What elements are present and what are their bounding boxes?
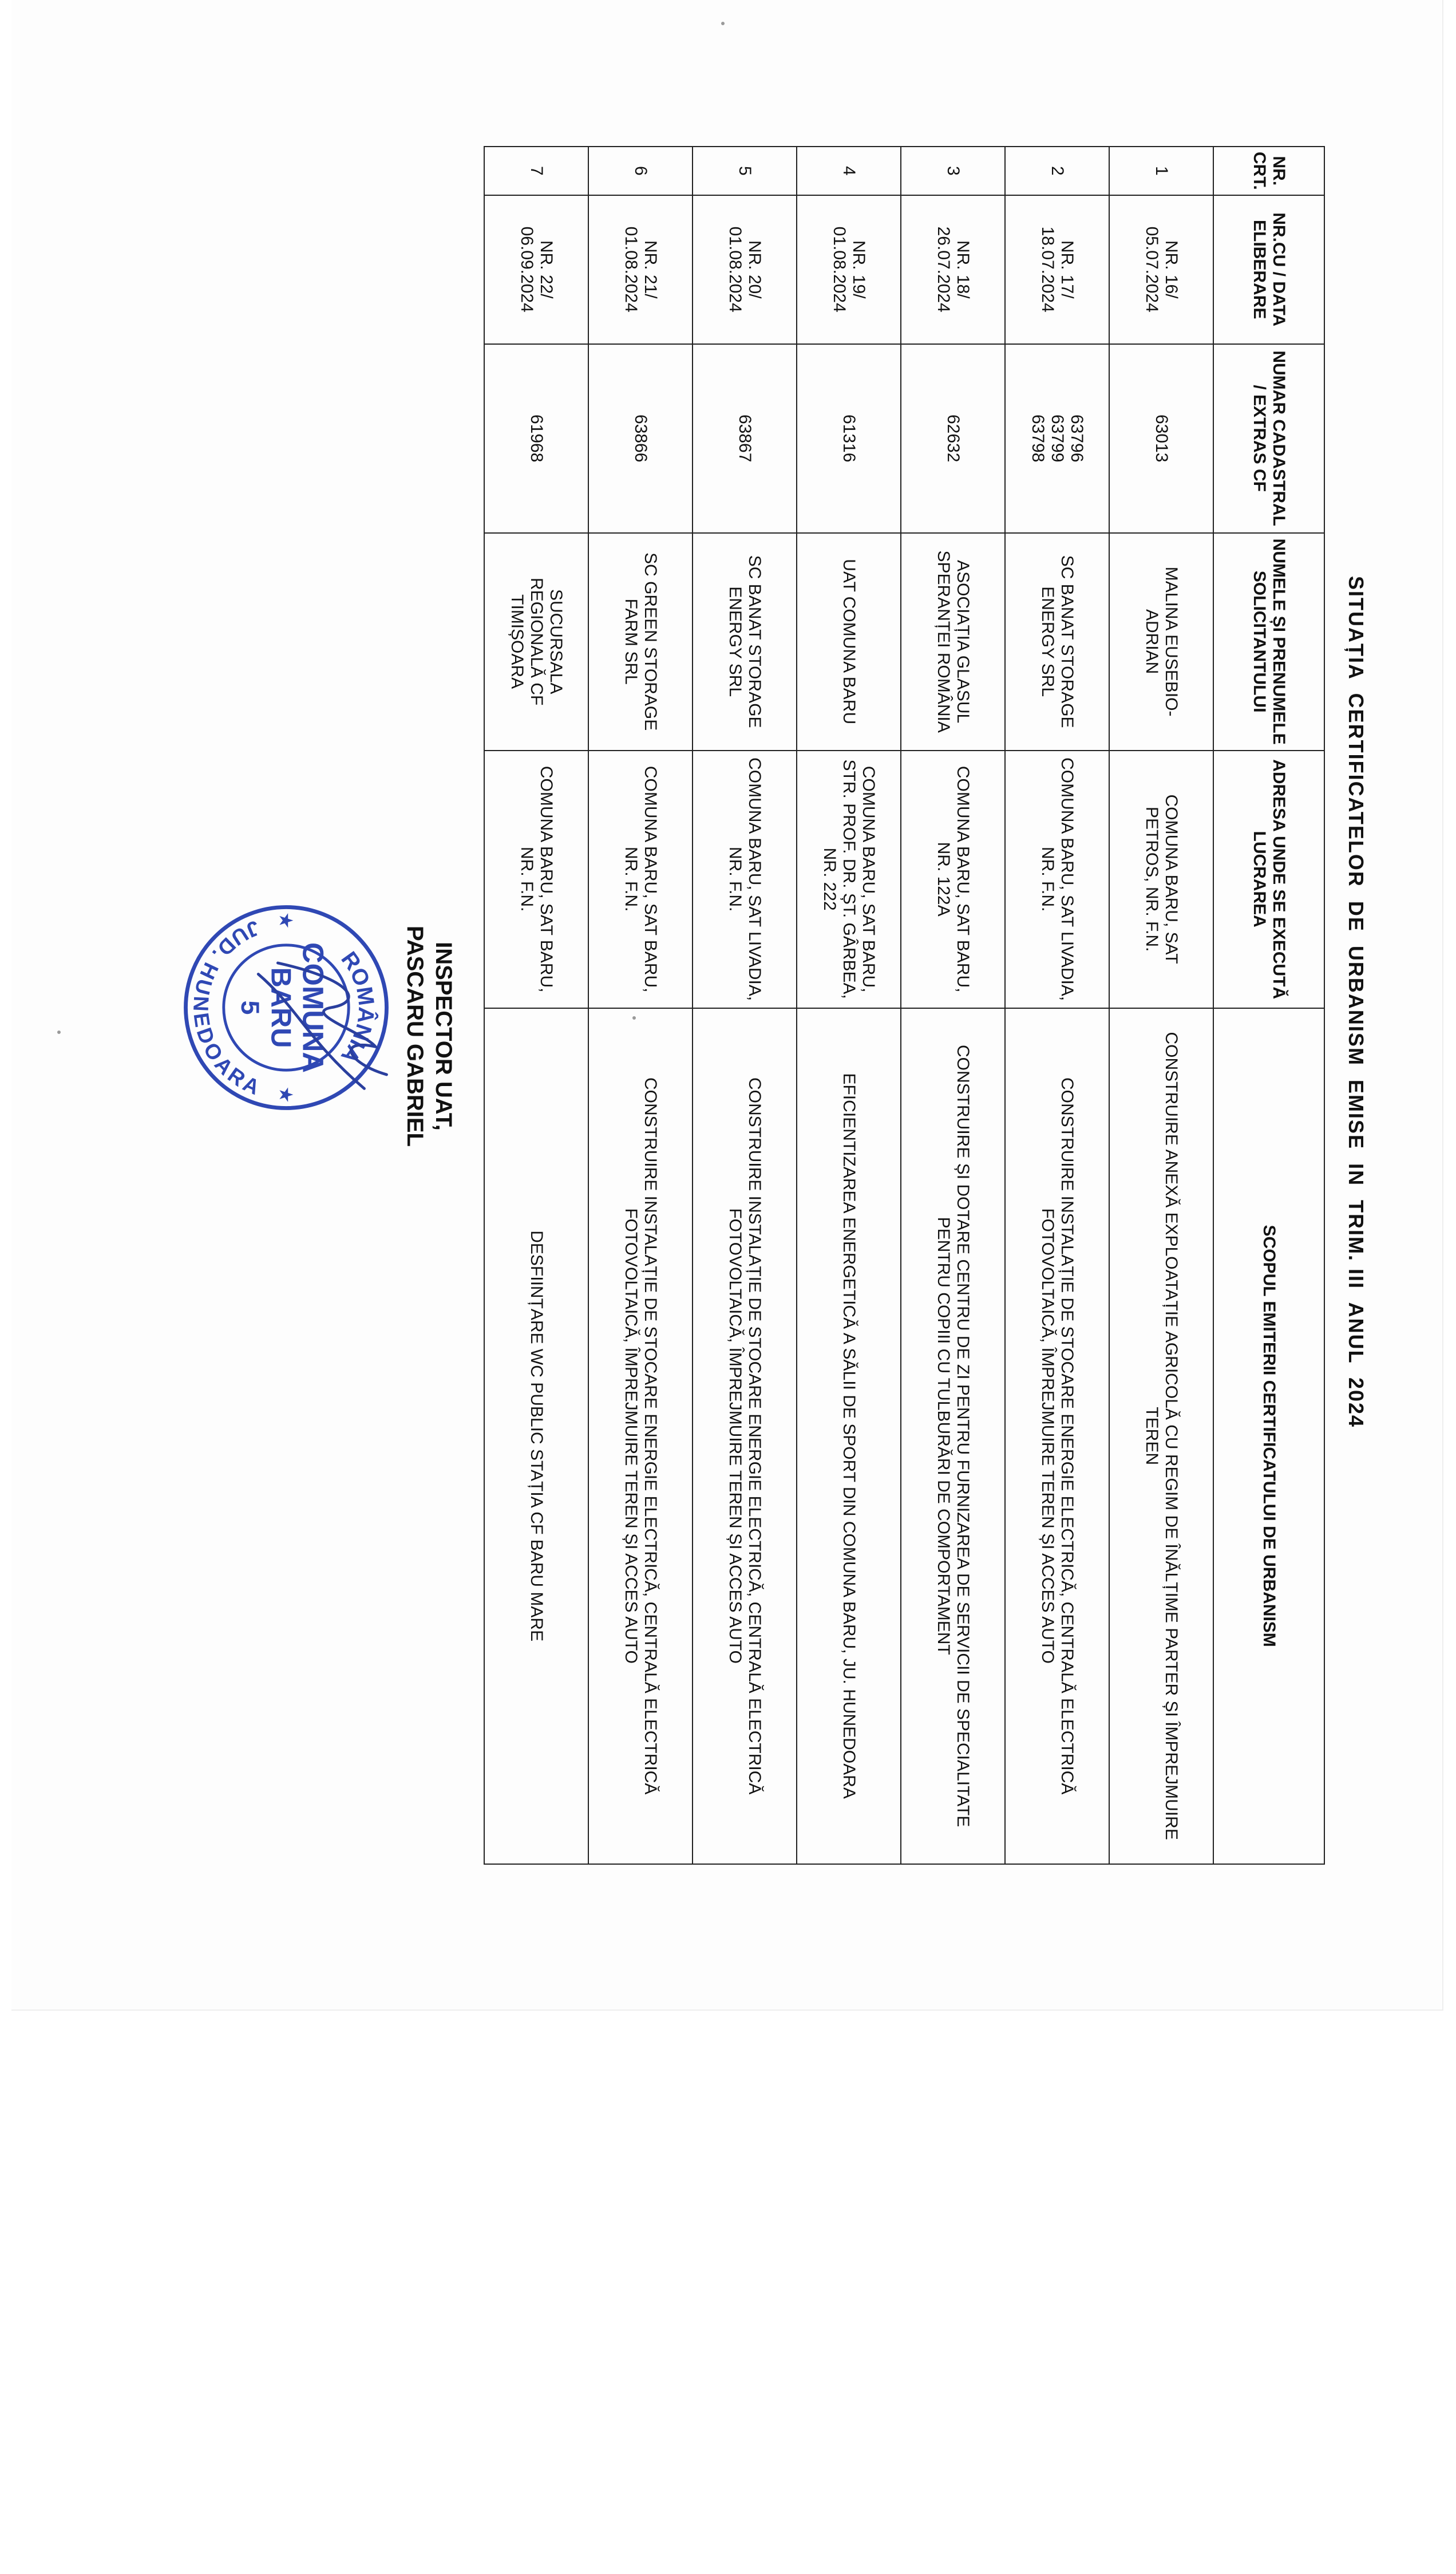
table-row (693, 147, 797, 1864)
scan-speck (57, 1031, 61, 1034)
cell-nr: 4 (797, 147, 901, 195)
cell-solicitant: SC BANAT STORAGE ENERGY SRL (1005, 533, 1109, 751)
cell-cu: NR. 16/ 05.07.2024 (1109, 195, 1213, 344)
cell-scop: CONSTRUIRE INSTALAȚIE DE STOCARE ENERGIE ELECTRICĂ, CENTRALĂ ELECTRICĂ FOTOVOLTAICĂ, ÎMPREJMUIRE TEREN ȘI ACCES AUTO (693, 1008, 797, 1864)
cell-nr: 6 (588, 147, 693, 195)
stamp-star-icon: ★ (275, 1086, 296, 1103)
stamp-center-line2: BARU (265, 967, 296, 1048)
cell-scop: DESFIINȚARE WC PUBLIC STAȚIA CF BARU MARE (484, 1008, 588, 1864)
cell-cadastral: 63867 (693, 344, 797, 533)
cell-cadastral: 63796 63799 63798 (1005, 344, 1109, 533)
cell-cadastral: 61968 (484, 344, 588, 533)
cell-scop: CONSTRUIRE INSTALAȚIE DE STOCARE ENERGIE ELECTRICĂ, CENTRALĂ ELECTRICĂ FOTOVOLTAICĂ, ÎMPREJMUIRE TEREN ȘI ACCES AUTO (588, 1008, 693, 1864)
cell-scop: EFICIENTIZAREA ENERGETICĂ A SĂLII DE SPORT DIN COMUNA BARU, JU. HUNEDOARA (797, 1008, 901, 1864)
header-cadastral: NUMAR CADASTRAL / EXTRAS CF (1213, 344, 1324, 533)
cell-scop: CONSTRUIRE INSTALAȚIE DE STOCARE ENERGIE ELECTRICĂ, CENTRALĂ ELECTRICĂ FOTOVOLTAICĂ, ÎMPREJMUIRE TEREN ȘI ACCES AUTO (1005, 1008, 1109, 1864)
cell-adresa: COMUNA BARU, SAT BARU, STR. PROF. DR. ȘT. GÂRBEA, NR. 222 (797, 751, 901, 1008)
cell-cadastral: 61316 (797, 344, 901, 533)
table-row (484, 147, 588, 1864)
rotated-document (126, 86, 1414, 1975)
table-row (797, 147, 901, 1864)
cell-adresa: COMUNA BARU, SAT LIVADIA, NR. F.N. (1005, 751, 1109, 1008)
inspector-title: INSPECTOR UAT, (431, 942, 456, 1131)
cell-cu: NR. 20/ 01.08.2024 (693, 195, 797, 344)
signature-block (401, 876, 458, 1197)
cell-solicitant: SC GREEN STORAGE FARM SRL (588, 533, 693, 751)
header-solicitant: NUMELE ȘI PRENUMELE SOLICITANTULUI (1213, 533, 1324, 751)
stamp-star-icon: ★ (275, 912, 296, 929)
official-stamp (175, 896, 398, 1119)
certificates-table (484, 146, 1325, 1865)
cell-solicitant: ASOCIAȚIA GLASUL SPERANȚEI ROMÂNIA (901, 533, 1005, 751)
header-scop: SCOPUL EMITERII CERTIFICATULUI DE URBANISM (1213, 1008, 1324, 1864)
cell-solicitant: MALINA EUSEBIO-ADRIAN (1109, 533, 1213, 751)
cell-nr: 1 (1109, 147, 1213, 195)
header-adresa: ADRESA UNDE SE EXECUTĂ LUCRAREA (1213, 751, 1324, 1008)
document-title: SITUAȚIA CERTIFICATELOR DE URBANISM EMISE IN TRIM. III ANUL 2024 (1344, 575, 1368, 1428)
cell-scop: CONSTRUIRE ȘI DOTARE CENTRU DE ZI PENTRU FURNIZAREA DE SERVICII DE SPECIALITATE PENTRU COPIII CU TULBURĂRI DE COMPORTAMENT (901, 1008, 1005, 1864)
cell-nr: 5 (693, 147, 797, 195)
table-row (1005, 147, 1109, 1864)
cell-scop: CONSTRUIRE ANEXĂ EXPLOATAȚIE AGRICOLĂ CU REGIM DE ÎNĂLȚIME PARTER ȘI ÎMPREJMUIRE TEREN (1109, 1008, 1213, 1864)
inspector-name: PASCARU GABRIEL (402, 926, 428, 1147)
cell-solicitant: UAT COMUNA BARU (797, 533, 901, 751)
cell-adresa: COMUNA BARU, SAT LIVADIA, NR. F.N. (693, 751, 797, 1008)
cell-adresa: COMUNA BARU, SAT PETROS, NR. F.N. (1109, 751, 1213, 1008)
stamp-bottom-text: JUD. HUNEDOARA (188, 915, 263, 1100)
cell-cu: NR. 22/ 06.09.2024 (484, 195, 588, 344)
table-row (901, 147, 1005, 1864)
cell-cu: NR. 17/ 18.07.2024 (1005, 195, 1109, 344)
cell-nr: 3 (901, 147, 1005, 195)
cell-cu: NR. 18/ 26.07.2024 (901, 195, 1005, 344)
cell-cadastral: 63866 (588, 344, 693, 533)
header-nr-crt: NR. CRT. (1213, 147, 1324, 195)
stamp-center-line1: COMUNA (296, 942, 330, 1073)
stamp-center-number: 5 (236, 1000, 265, 1015)
cell-cu: NR. 21/ 01.08.2024 (588, 195, 693, 344)
cell-adresa: COMUNA BARU, SAT BARU, NR. F.N. (484, 751, 588, 1008)
cell-solicitant: SC BANAT STORAGE ENERGY SRL (693, 533, 797, 751)
scanned-page (11, 0, 1443, 2011)
header-nr-cu: NR.CU / DATA ELIBERARE (1213, 195, 1324, 344)
cell-cadastral: 63013 (1109, 344, 1213, 533)
cell-cu: NR. 19/ 01.08.2024 (797, 195, 901, 344)
table-header-row (1213, 147, 1324, 1864)
cell-cadastral: 62632 (901, 344, 1005, 533)
cell-adresa: COMUNA BARU, SAT BARU, NR. F.N. (588, 751, 693, 1008)
stamp-top-text: ROMÂNIA (336, 947, 379, 1068)
table-row (1109, 147, 1213, 1864)
cell-nr: 7 (484, 147, 588, 195)
cell-solicitant: SUCURSALA REGIONALĂ CF TIMIȘOARA (484, 533, 588, 751)
scan-speck (721, 22, 725, 25)
cell-nr: 2 (1005, 147, 1109, 195)
table-row (588, 147, 693, 1864)
cell-adresa: COMUNA BARU, SAT BARU, NR. 122A (901, 751, 1005, 1008)
